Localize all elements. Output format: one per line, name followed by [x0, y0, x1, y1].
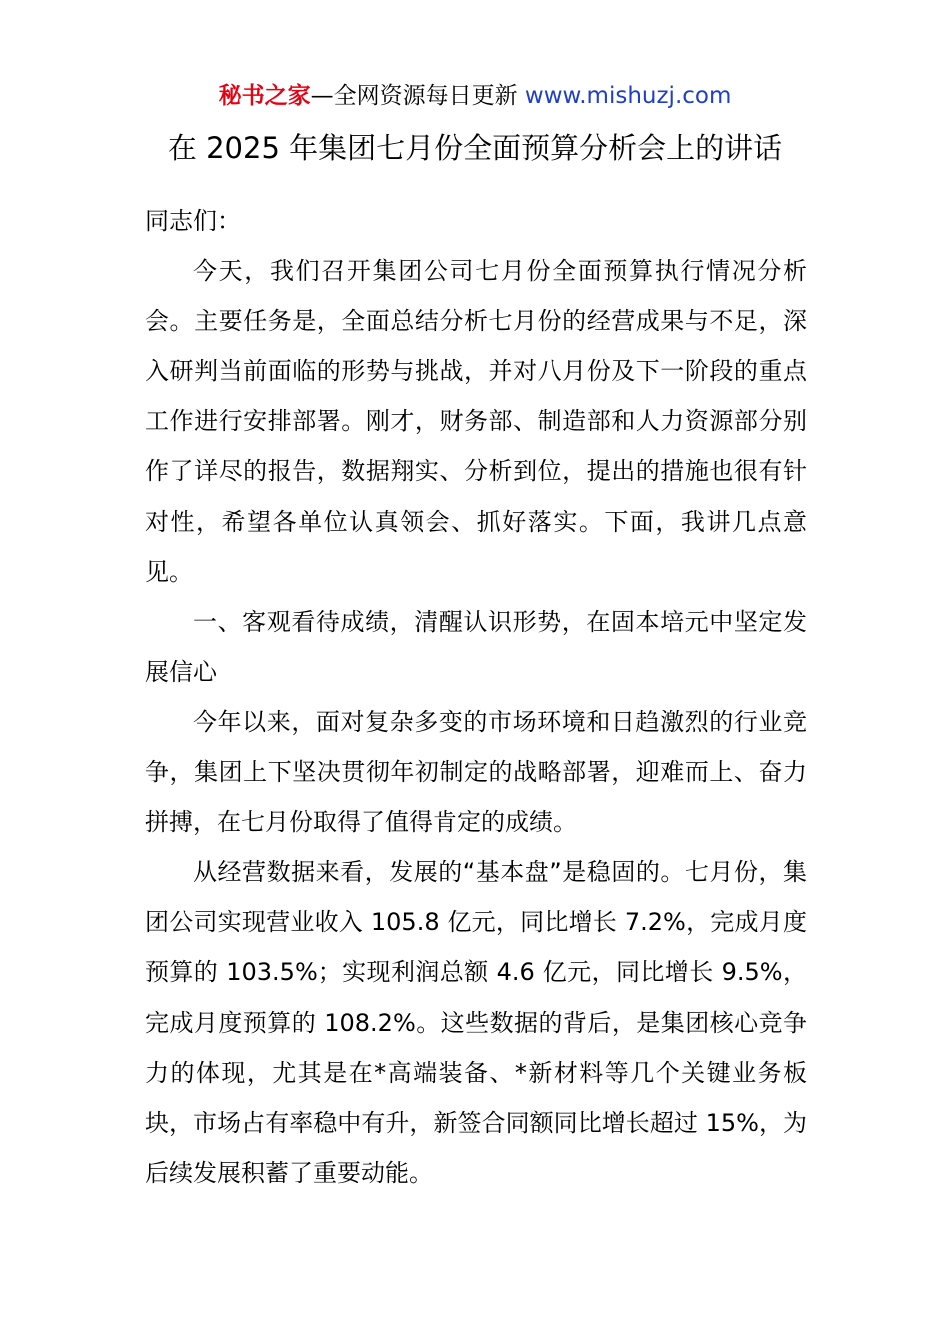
salutation: 同志们： [145, 207, 241, 235]
document-title: 在 2025 年集团七月份全面预算分析会上的讲话 [167, 131, 783, 165]
paragraph-intro: 今天，我们召开集团公司七月份全面预算执行情况分析会。主要任务是，全面总结分析七月份的经营成果与不足，深入研判当前面临的形势与挑战，并对八月份及下一阶段的重点工作进行安排部署。刚才，财务部、制造部和人力资源部分别作了详尽的报告，数据翔实、分析到位，提出的措施也很有针对性，希望各单位认真领会、抓好落实。下面，我讲几点意见。 [145, 257, 807, 586]
paragraph-data: 从经营数据来看，发展的“基本盘”是稳固的。七月份，集团公司实现营业收入 105.8 亿元，同比增长 7.2%，完成月度预算的 103.5%；实现利润总额 4.6 亿元，同比增长 9.5%，完成月度预算的 108.2%。这些数据的背后，是集团核心竞争力的体现，尤其是在*高端装备、*新材料等几个关键业务板块，市场占有率稳中有升，新签合同额同比增长超过 15%，为后续发展积蓄了重要动能。 [145, 858, 807, 1187]
page-header [0, 80, 950, 112]
paragraph-overview: 今年以来，面对复杂多变的市场环境和日趋激烈的行业竞争，集团上下坚决贯彻年初制定的战略部署，迎难而上、奋力拼搏，在七月份取得了值得肯定的成绩。 [145, 707, 807, 837]
document-body [145, 196, 807, 1198]
website-link[interactable]: www.mishuzj.com [524, 83, 732, 109]
header-tagline: —全网资源每日更新 [310, 83, 518, 109]
brand-name: 秘书之家 [218, 83, 311, 109]
section-heading-1: 一、客观看待成绩，清醒认识形势，在固本培元中坚定发展信心 [145, 607, 807, 686]
